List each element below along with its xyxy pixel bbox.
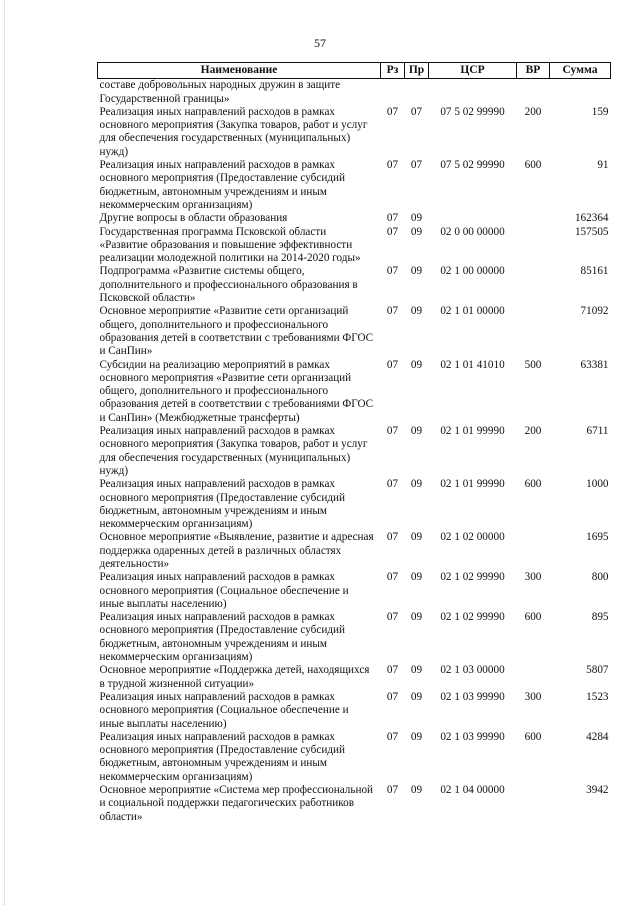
cell-sum: 4284 xyxy=(586,730,609,743)
cell-rz: 07 xyxy=(386,664,399,677)
cell-sum: 71092 xyxy=(580,305,609,318)
cell-sum: 1695 xyxy=(586,531,609,544)
table-row xyxy=(98,425,611,478)
cell-csr xyxy=(429,79,517,106)
cell-pr: 09 xyxy=(410,664,423,677)
cell-vr xyxy=(517,784,550,824)
header-vr: ВР xyxy=(517,63,550,79)
cell-sum: 1000 xyxy=(586,478,609,491)
cell-vr: 600 xyxy=(524,478,542,491)
cell-sum: 91 xyxy=(597,159,609,172)
cell-pr: 07 xyxy=(410,105,423,118)
cell-vr: 300 xyxy=(524,571,542,584)
header-rz: Рз xyxy=(381,63,405,79)
cell-sum: 85161 xyxy=(580,265,609,278)
cell-vr xyxy=(517,212,550,225)
cell-csr: 02 1 02 99990 xyxy=(440,571,505,584)
cell-pr: 09 xyxy=(410,305,423,318)
cell-rz xyxy=(381,79,405,106)
cell-csr: 02 1 01 99990 xyxy=(440,425,505,438)
cell-pr: 09 xyxy=(410,265,423,278)
cell-name: Реализация иных направлений расходов в рамках основного мероприятия (Закупка товаров, работ и услуг для обеспечения государственных (муниципальных) нужд) xyxy=(99,105,368,158)
cell-rz: 07 xyxy=(386,265,399,278)
cell-vr: 300 xyxy=(524,690,542,703)
header-sum: Сумма xyxy=(550,63,611,79)
cell-vr: 600 xyxy=(524,611,542,624)
page-binding-edge xyxy=(4,0,6,905)
budget-table xyxy=(97,62,611,824)
header-name: Наименование xyxy=(98,63,381,79)
cell-name: Реализация иных направлений расходов в рамках основного мероприятия (Социальное обеспечение и иные выплаты населению) xyxy=(99,690,349,730)
cell-vr: 600 xyxy=(524,159,542,172)
cell-rz: 07 xyxy=(386,571,399,584)
cell-rz: 07 xyxy=(386,105,399,118)
cell-vr xyxy=(517,79,550,106)
cell-sum: 1523 xyxy=(586,690,609,703)
cell-csr: 02 1 01 41010 xyxy=(440,358,505,371)
table-row xyxy=(98,212,611,225)
cell-name: Реализация иных направлений расходов в рамках основного мероприятия (Закупка товаров, работ и услуг для обеспечения государственных (муниципальных) нужд) xyxy=(99,425,368,477)
cell-sum: 6711 xyxy=(586,425,609,438)
cell-vr: 500 xyxy=(524,358,542,371)
cell-sum: 3942 xyxy=(586,784,609,797)
cell-csr: 02 1 00 00000 xyxy=(440,265,505,278)
cell-sum: 5807 xyxy=(586,664,609,677)
cell-pr: 09 xyxy=(410,358,423,371)
cell-name: Подпрограмма «Развитие системы общего, дополнительного и профессионального образования в Псковской области» xyxy=(99,265,358,305)
cell-rz: 07 xyxy=(386,225,399,238)
table-row xyxy=(98,611,611,664)
cell-sum xyxy=(550,79,611,106)
table-row xyxy=(98,691,611,731)
cell-pr: 09 xyxy=(410,425,423,438)
cell-rz: 07 xyxy=(386,159,399,172)
cell-pr: 09 xyxy=(410,212,423,225)
cell-rz: 07 xyxy=(386,730,399,743)
cell-sum: 159 xyxy=(591,105,609,118)
cell-rz: 07 xyxy=(386,784,399,797)
cell-csr: 02 1 04 00000 xyxy=(440,784,505,797)
table-row xyxy=(98,106,611,159)
cell-csr: 07 5 02 99990 xyxy=(440,159,505,172)
table-row xyxy=(98,478,611,531)
cell-pr: 09 xyxy=(410,730,423,743)
cell-sum: 895 xyxy=(591,611,609,624)
table-header-row xyxy=(98,63,611,79)
cell-rz: 07 xyxy=(386,531,399,544)
cell-csr: 02 1 02 00000 xyxy=(440,531,505,544)
cell-rz: 07 xyxy=(386,690,399,703)
cell-pr: 09 xyxy=(410,690,423,703)
cell-csr: 07 5 02 99990 xyxy=(440,105,505,118)
cell-pr: 09 xyxy=(410,478,423,491)
cell-sum: 800 xyxy=(591,571,609,584)
cell-csr: 02 1 01 99990 xyxy=(440,478,505,491)
cell-rz: 07 xyxy=(386,611,399,624)
header-pr: Пр xyxy=(405,63,429,79)
cell-pr xyxy=(405,79,429,106)
cell-name: Реализация иных направлений расходов в рамках основного мероприятия (Предоставление субсидий бюджетным, автономным учреждениям и иным некоммерческим организациям) xyxy=(99,159,345,211)
table-body xyxy=(98,79,611,824)
table-row xyxy=(98,784,611,824)
cell-name: Основное мероприятие «Система мер профессиональной и социальной поддержки педагогических работников области» xyxy=(99,784,374,823)
cell-csr: 02 1 03 99990 xyxy=(440,690,505,703)
cell-csr: 02 1 03 99990 xyxy=(440,730,505,743)
cell-rz: 07 xyxy=(386,305,399,318)
cell-name: Основное мероприятие «Поддержка детей, находящихся в трудной жизненной ситуации» xyxy=(99,664,370,690)
table-row xyxy=(98,305,611,358)
table-row xyxy=(98,664,611,691)
cell-name: Реализация иных направлений расходов в рамках основного мероприятия (Предоставление субсидий бюджетным, автономным учреждениям и иным некоммерческим организациям) xyxy=(99,611,345,664)
cell-vr: 200 xyxy=(524,425,542,438)
cell-sum: 63381 xyxy=(580,358,609,371)
cell-vr: 600 xyxy=(524,730,542,743)
cell-name: Основное мероприятие «Развитие сети организаций общего, дополнительного и профессионального образования детей в соответствии с требованиями ФГОС и СанПин» xyxy=(99,305,374,358)
table-row xyxy=(98,731,611,784)
cell-pr: 09 xyxy=(410,571,423,584)
cell-vr: 200 xyxy=(524,105,542,118)
cell-pr: 09 xyxy=(410,611,423,624)
page-number: 57 xyxy=(314,36,326,50)
cell-rz: 07 xyxy=(386,425,399,438)
cell-sum: 157505 xyxy=(574,225,609,238)
cell-rz: 07 xyxy=(386,212,399,225)
cell-csr: 02 0 00 00000 xyxy=(440,225,505,238)
cell-vr xyxy=(517,305,550,358)
cell-vr xyxy=(517,664,550,691)
header-csr: ЦСР xyxy=(429,63,517,79)
cell-pr: 09 xyxy=(410,531,423,544)
cell-csr: 02 1 02 99990 xyxy=(440,611,505,624)
cell-vr xyxy=(517,226,550,266)
cell-csr xyxy=(429,212,517,225)
cell-vr xyxy=(517,531,550,571)
cell-sum: 162364 xyxy=(574,212,609,225)
table-row xyxy=(98,265,611,305)
table-row xyxy=(98,79,611,106)
cell-name: Субсидии на реализацию мероприятий в рамках основного мероприятия «Развитие сети организаций общего, дополнительного и профессионального образования детей в соответствии с требованиями ФГОС и СанПин» (Межбюджетные трансферты) xyxy=(99,358,374,424)
cell-name: Другие вопросы в области образования xyxy=(99,212,288,225)
cell-pr: 09 xyxy=(410,784,423,797)
cell-pr: 09 xyxy=(410,225,423,238)
table-row xyxy=(98,359,611,425)
cell-rz: 07 xyxy=(386,478,399,491)
cell-name: Реализация иных направлений расходов в рамках основного мероприятия (Предоставление субсидий бюджетным, автономным учреждениям и иным некоммерческим организациям) xyxy=(99,478,345,531)
table-row xyxy=(98,159,611,212)
cell-name: составе добровольных народных дружин в защите Государственной границы» xyxy=(99,79,341,105)
table-row xyxy=(98,571,611,611)
table-row xyxy=(98,531,611,571)
cell-rz: 07 xyxy=(386,358,399,371)
cell-name: Основное мероприятие «Выявление, развитие и адресная поддержка одаренных детей в различных областях деятельности» xyxy=(99,531,374,570)
table-row xyxy=(98,226,611,266)
cell-name: Реализация иных направлений расходов в рамках основного мероприятия (Предоставление субсидий бюджетным, автономным учреждениям и иным некоммерческим организациям) xyxy=(99,730,345,783)
cell-pr: 07 xyxy=(410,159,423,172)
cell-name: Государственная программа Псковской области «Развитие образования и повышение эффективности реализации молодежной политики на 2014-2020 годы» xyxy=(99,225,361,265)
cell-vr xyxy=(517,265,550,305)
cell-name: Реализация иных направлений расходов в рамках основного мероприятия (Социальное обеспечение и иные выплаты населению) xyxy=(99,571,349,610)
cell-csr: 02 1 03 00000 xyxy=(440,664,505,677)
cell-csr: 02 1 01 00000 xyxy=(440,305,505,318)
